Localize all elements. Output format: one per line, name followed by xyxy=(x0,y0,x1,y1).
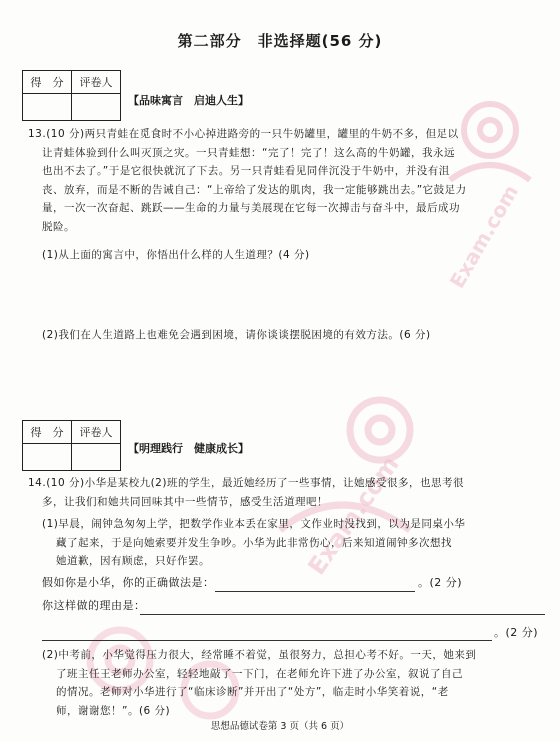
text-line: 的情况。老师对小华进行了“临床诊断”并开出了“处方”，临走时小华笑着说，“老 xyxy=(56,686,449,698)
text-line: 让青蛙体验到什么叫灭顶之灾。一只青蛙想：“完了！完了！这么高的牛奶罐，我永远 xyxy=(42,146,455,159)
answer-line-2[interactable] xyxy=(140,614,545,615)
question-13-part-2: (2)我们在人生道路上也难免会遇到困境，请你谈谈摆脱困境的有效方法。(6 分) xyxy=(42,329,431,341)
answer-line-3[interactable] xyxy=(42,640,492,641)
section-heading-practice: 【明理践行 健康成长】 xyxy=(128,442,249,455)
answer-score-1: 。(2 分) xyxy=(418,576,463,589)
text-line: (1)早晨，闹钟急匆匆上学，把数学作业本丢在家里，文作业时没找到，以为是同桌小华 xyxy=(42,518,466,530)
grader-label: 评卷人 xyxy=(72,421,121,444)
score-box-1 xyxy=(22,70,121,121)
text-line: 14.(10 分)小华是某校九(2)班的学生，最近她经历了一些事情，让她感受很多，也思考很 xyxy=(28,477,464,489)
text-line: 丧、放弃，而是不断的告诫自己：“上帝给了发达的肌肉，我一定能够跳出去。”它鼓足力 xyxy=(42,183,467,196)
answer-prompt-2: 你这样做的理由是： xyxy=(42,599,146,612)
text-line: 多，让我们和她共同回味其中一些情节，感受生活道理吧！ xyxy=(42,495,328,508)
text-line: 了班主任王老师办公室，轻轻地敲了一下门，在老师允许下进了办公室，叙说了自己 xyxy=(56,667,463,680)
text-line: 也出不去了。”于是它很快就沉了下去。另一只青蛙看见同伴沉没于牛奶中，并没有沮 xyxy=(42,165,450,177)
page-title: 第二部分 非选择题(56 分) xyxy=(177,32,383,50)
score-box-2 xyxy=(22,420,121,471)
question-13-part-1: (1)从上面的寓言中，你悟出什么样的人生道理？(4 分) xyxy=(42,249,310,261)
answer-score-2: 。(2 分) xyxy=(494,626,539,639)
page-footer: 思想品德试卷第 3 页（共 6 页） xyxy=(210,721,350,732)
answer-line-1[interactable] xyxy=(215,591,415,592)
text-line: 师，谢谢您！”。(6 分) xyxy=(56,704,171,717)
question-14 xyxy=(28,474,548,511)
question-13 xyxy=(28,125,548,236)
grader-cell[interactable] xyxy=(72,444,121,471)
text-line: 她道歉，因有顾虑，只好作罢。 xyxy=(56,555,210,567)
score-cell[interactable] xyxy=(23,444,72,471)
score-label: 得 分 xyxy=(23,421,72,444)
grader-label: 评卷人 xyxy=(72,71,121,94)
watermark-text-top: Exam.com xyxy=(444,180,524,293)
text-line: (2)中考前，小华觉得压力很大，经常睡不着觉，虽很努力，总担心考不好。一天，她来到 xyxy=(42,649,477,661)
watermark-text-middle: Exam.com xyxy=(302,450,405,580)
question-14-part-1 xyxy=(42,515,552,571)
score-label: 得 分 xyxy=(23,71,72,94)
grader-cell[interactable] xyxy=(72,94,121,121)
text-line: 藏了起来，于是向她索要并发生争吵。小华为此非常伤心，后来知道闹钟多次想找 xyxy=(56,536,452,549)
text-line: 量，一次一次奋起、跳跃——生命的力量与美展现在它每一次搏击与奋斗中，最后成功 xyxy=(42,202,460,214)
section-heading-fable: 【品味寓言 启迪人生】 xyxy=(128,94,249,107)
score-cell[interactable] xyxy=(23,94,72,121)
text-line: 脱险。 xyxy=(42,220,75,233)
question-14-part-2 xyxy=(42,646,552,720)
answer-prompt-1: 假如你是小华，你的正确做法是： xyxy=(42,576,215,589)
text-line: 13.(10 分)两只青蛙在觅食时不小心掉进路旁的一只牛奶罐里，罐里的牛奶不多，但足以 xyxy=(28,128,459,140)
